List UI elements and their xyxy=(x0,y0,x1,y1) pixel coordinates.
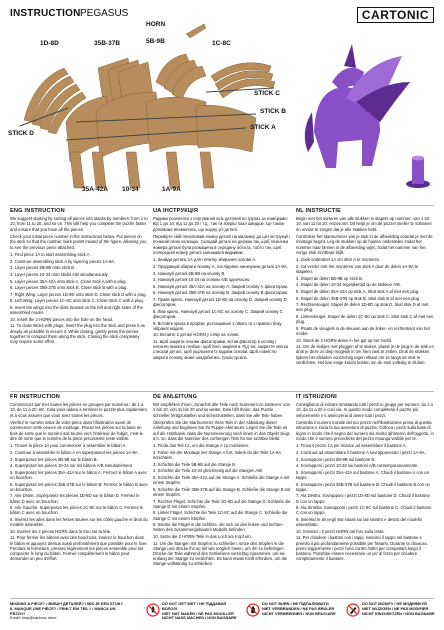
step: 1. Find piece 1A to start assembling stick A. xyxy=(10,252,91,258)
exploded-view xyxy=(6,22,438,202)
step: 10. Setze die 2 HORN-Teile in das Loch am Kopf ein. xyxy=(153,533,252,539)
warning-burn xyxy=(262,602,340,616)
step: 11. Om de stokjes met pluggen af te sluiten, plaats je de plug in de stok en druk je deze zo diep mogelijk in om hem vast te zetten. Druk de stukken tijdens het afsluiten voorzichtig tegen elkaar om ze langs de stok te verdichten. Het kan enige kracht kosten om de stok volledig te sluiten. xyxy=(296,344,434,365)
intro2-it: Controlla il numero iniziale del tuo pezzo nell'illustrazione prima di questa istruzione e inizia la tua avventura di puzzle. Colloca i pezzi sulla base di legno in modo che il segno del numero sia rivolto all'interno dell'oggetto, in modo che il numero precedente del pezzo rimanga visibile per te. xyxy=(296,420,434,441)
heading-en: ENG INSTRUCTION xyxy=(10,208,65,214)
label-1d-8d: 1D-8D xyxy=(40,40,59,47)
steps-de xyxy=(153,443,291,566)
label-stick-a: STICK A xyxy=(250,124,276,131)
step: 11. To close sticks with plugs, insert the plug into the stick and press it as deeply as possible to secure it. While closing, gently press the pieces together to compact them along the stick. Closing the stick completely may require some effort. xyxy=(10,323,145,344)
warning-text: DO NOT BURN / НЕ ПІДПАЛЮВАТИ xyxy=(262,601,329,606)
intro-fr: Commencez par trier toutes les pièces en groupes par numéros : de 1 à 10, de 11 à 20, etc. Cela vous aidera à terminer le puzzle plus rapidement et à vous assurer que vous avez toutes les pièces. xyxy=(10,402,147,418)
support-email[interactable]: Email: help@cartonic.store xyxy=(10,615,57,621)
footer-divider xyxy=(10,598,434,599)
step: 6. Superposez les pièces 35B-37B sur le bâton B. Fermez le bâton B avec un bouchon. xyxy=(10,481,148,492)
step: 8. Aile Gauche. Superposez les pièces 1C-8C sur le bâton C. Fermez le bâton C avec un bouchon. xyxy=(10,505,144,516)
intro2-ua: Перевірте свій початковий номер деталі на малюнку до цієї інструкції і починай свою колекцію. Складай деталі на держак так, щоб позначка номера деталі була розміщена в середину об'єкта, тобто так, щоб попередній номер деталі залишався видимим. xyxy=(153,234,291,255)
step: 11. Per chiudere i bastoni con i tappi, inserisci il tappo nel bastone e premilo il più profondamente possibile per fissarlo. Durante la chiusura, premi leggermente i pezzi l'uno contro l'altro per compattarli lungo il bastone. Potrebbe essere necessario un po' di forza per chiudere completamente il bastone. xyxy=(296,535,428,562)
heading-nl: NL INSTRUCTIE xyxy=(296,208,342,214)
warning-text: DO NOT GET WET / НЕ ПІДДАВАЙ ВОЛОЗІ xyxy=(162,601,227,611)
step: 2. Продовжуй збирати основу А, послідовно нанизуючи деталі 1А-9А. xyxy=(153,264,288,269)
step: 2. Continua ad assemblare il bastone A sovrapponendo i pezzi 1A-9A. xyxy=(296,450,426,455)
intro2-en: Check your initial piece number in the instructions below. Put pieces on the stick so that the number mark points inward of the figure, allowing you to see the previous piece attached. xyxy=(10,234,147,250)
step: 10. Insérez les 2 pièces HORN dans le trou sur la tête. xyxy=(10,528,112,534)
step: 5. Layer pieces 35A-42A onto stick A. Close stick A with a plug. xyxy=(10,278,127,284)
warning-wet xyxy=(162,602,240,621)
intro-it: Consigliamo di iniziare smistando tutti i pezzi in gruppi per numero: da 1 a 10, da 11 a 20 e così via. In questo modo completerai il puzzle più velocemente e ti assicurerai di avere tutti i pezzi. xyxy=(296,402,433,418)
intro-en: We suggest starting by sorting all pieces into stacks by numbers: from 1 to 10, from 11 to 20, and so on. This will help you complete the puzzle faster and ensure that you have all the pieces. xyxy=(10,216,148,232)
step: 11. Um die Stangen mit Stopfen zu schließen, setze den Stopfen in die Stange und drücke ihn so tief wie möglich hinein, um ihn zu befestigen. Drücke die Teile während des Schließens vorsichtig zusammen, um sie entlang der Stange zu verdichten. Es kann etwas Kraft erfordern, um die Stange vollständig zu schließen. xyxy=(153,540,288,567)
step: 5. Schichte die Teile 35A-42A auf die Stange A. Schließe die Stange A mit einem Stopfen. xyxy=(153,474,290,486)
intro2-de: Überprüfen Sie die Startnummer Ihres Teils in der Abbildung dieser Anleitung und beginnen Sie Ihr Puppe-Abenteuer. Legen Sie die Teile so auf die Holzbasis, dass die Nummerierung nach innen in das Objekt zeigt, d.h. so, dass die Nummer des vorherigen Teils für Sie sichtbar bleibt. xyxy=(153,420,291,441)
step: 3. Нанизуй деталі 5В-9В на основу В. xyxy=(153,270,226,276)
page-footer xyxy=(10,602,434,626)
step: 9. Stecke die Flügel in die Schlitze, die sich an den linken und rechten Seiten des zusammengebauten Modells befinden. xyxy=(153,522,283,533)
step: 9. Inserisci le ali negli slot situati sui lati sinistro e destro del modello assemblato. xyxy=(296,516,422,528)
step: 9. Insert the wings into the slots located on the left and right sides of the assembled model. xyxy=(10,304,143,316)
step: 5. Stapel de delen 35A-42A op stok A. Sluit stok A af met een plug. xyxy=(296,288,420,294)
step: 8. Linkervleugel. Stapel de delen 1C-8C op stok C. Sluit stok C af met een plug. xyxy=(296,313,434,325)
warning-modify xyxy=(362,602,436,616)
instructions-de xyxy=(153,395,291,568)
step: 10. Insert the 2 HORN pieces into the hole on the head. xyxy=(10,316,114,322)
label-35b-37b: 35B-37B xyxy=(94,40,121,47)
label-stick-b: STICK B xyxy=(260,108,286,115)
product-name: PEGASUS xyxy=(80,8,129,19)
step: 2. Continue à assembler le bâton A en superposant les pièces 1A-9A. xyxy=(10,450,139,455)
label-horn: HORN xyxy=(146,21,166,28)
step: 1. Trova il pezzo 1A per iniziare ad assemblare il bastone A. xyxy=(296,443,407,449)
warning-text: NIET NAT MAKEN / NE PAS MOUILLER xyxy=(162,610,234,616)
step: 10. Steek de 2 HORN-delen in het gat op het hoofd. xyxy=(296,337,393,343)
missing-piece-text: IL MANQUE UNE PIÈCE? / FEHLT EIN TEIL? / MANCA UN PEZZO? xyxy=(10,605,116,616)
step: 3. Layer pieces 5B-9B onto stick B. xyxy=(10,265,76,271)
heading-de: DE ANLEITUNG xyxy=(153,394,198,400)
step: 5. Нанизуй деталі 35А-42А на основу А. Закрий основу А фіксатором. xyxy=(153,283,289,289)
label-10-34: 10-34 xyxy=(122,186,139,193)
heading-fr: FR INSTRUCTION xyxy=(10,394,61,400)
section-divider xyxy=(10,205,434,206)
warning-text: NIET WIJZIGEN / NE PAS MODIFIER xyxy=(362,605,429,611)
instructions-it xyxy=(296,395,434,563)
section-divider xyxy=(10,391,434,392)
step: 4. Нанизуй деталі 10-34 на основи А/В одночасно. xyxy=(153,277,251,283)
step: 7. Rechter Flügel. Schichte die Teile 1D-8D auf die Stange D. Schließe die Stange D mit einem Stopfen. xyxy=(153,498,291,509)
step: 4. Superposez les pièces 10-34 sur les bâtons A/B simultanément. xyxy=(10,463,134,469)
step: 9. Вставте крила в прорізи, розташовані з лівого та з правого боку зібраної моделі. xyxy=(153,320,282,331)
step: 1. Trouvé la pièce 1A pour commencer à assembler le bâton A. xyxy=(10,443,127,449)
step: 8. Left Wing. Layer pieces 1C-8C onto stick C. Close stick C with a plug. xyxy=(10,298,144,304)
warning-text: DO NOT MODIFY / НЕ МОДИФІКУЙ xyxy=(362,601,427,606)
step: 1. Знайди деталь 1А для початку збирання основи А. xyxy=(153,257,257,263)
label-1a-9a: 1A-9A xyxy=(162,186,181,193)
step: 6. Stapel de delen 35B-37B op stok B. Sluit stok B af met een plug. xyxy=(296,295,421,301)
heading-ua: UA ІНСТРУКЦІЯ xyxy=(153,208,199,214)
intro2-nl: Controleer het startnummer van je stuk in de afbeelding voordat je met de montage begint. Leg de stukken op de houten onderdelen zodat het nummer naar binnen in de afbeelding wijst, zodat het nummer van het vorige stuk zichtbaar blijft. xyxy=(296,234,433,255)
horn-piece xyxy=(186,24,206,38)
step: 5. Superposez les pièces 35A-42A sur le bâton A. Fermez le bâton A avec un bouchon. xyxy=(10,469,147,480)
steps-fr xyxy=(10,443,148,561)
step: 7. Праве крило. Нанизуй деталі 1D-8D на основу D. Закрий основу D фіксатором. xyxy=(153,296,287,308)
step: 6. Нанизуй деталі 35В-37В на основу В. Закрий основу В фіксатором. xyxy=(153,290,289,296)
step: 3. Stapel de delen 5B-9B op stick B. xyxy=(296,275,364,281)
intro-ua: Радимо розпочати з сортування всіх деталей по групах за номерами: від 1 до 10, від 11 до 20 і т.д., так ти зберіш пазл швидше. Це також допоможе впевнитись, що жодну усі деталі. xyxy=(153,216,288,232)
step: 8. Ala Sinistra. Sovrapponi i pezzi 1C-8C sul bastone C. Chiudi il bastone C con un tappo. xyxy=(296,505,432,516)
no-water-icon xyxy=(146,603,160,617)
assembled-pegasus-model xyxy=(305,44,410,168)
step: 3. Superposez les pièces 5B-9B sur le bâton B. xyxy=(10,456,98,462)
step: 7. Right Wing. Layer pieces 1D-8D onto stick D. Close stick D with a plug. xyxy=(10,291,147,297)
support-info xyxy=(10,602,130,621)
no-fire-icon xyxy=(246,603,260,617)
label-stick-d: STICK D xyxy=(8,130,34,137)
intro-nl: Begin met het sorteren van alle stukken in stapels op nummer: van 1 tot 10, van 11 tot 20, enzovoort. Dit helpt je om de puzzel sneller te voltooien en ervoor te zorgen dat je alle stukken hebt. xyxy=(296,216,432,232)
warning-text: NIET VERBRANDEN / NE PAS BRÛLER xyxy=(262,605,335,611)
missing-piece-text: MISSING A PIECE? / ВИБАЧ ДЕТАЛЕЙ? / MIS JE EEN STUK? xyxy=(10,601,123,606)
label-5b-9b: 5B-9B xyxy=(146,38,165,45)
step: 7. Rechtervleugel. Stapel de delen 1D-8D op stok D. Sluit stok D af met een plug. xyxy=(296,302,429,313)
heading-it: IT ISTRUZIONI xyxy=(296,394,337,400)
step: 6. Layer pieces 35B-37B onto stick B. Close stick B with a plug. xyxy=(10,285,128,291)
warning-text: NICHT EINZUSETZEN / NON BAGNARE xyxy=(362,610,435,616)
step: 11. Щоб закрити основи фіксаторами, встав фіксатор в основу і натисни якомога глибше, щоб його закріпити. Під час закриття злегка стискай деталі, щоб ущільнити їх вздовж основи. Щоб повністю закрити основу, може знадобитись трохи зусиль. xyxy=(153,338,289,360)
step: 7. Ala Destra. Sovrapponi i pezzi 1D-8D sul bastone D. Chiudi il bastone D con un tappo. xyxy=(296,493,430,504)
instructions-ua xyxy=(153,209,291,361)
step: 8. Ліве крило. Нанизуй деталі 1С-8С на основу С. Закрий основу С фіксатором. xyxy=(153,308,283,319)
step: 6. Schichte die Teile 35B-37B auf die Stange B. Schließe die Stange B mit einem Stopfen. xyxy=(153,486,291,497)
leg-pieces xyxy=(70,152,214,188)
step: 4. Stapel de delen 10-34 tegelijkertijd op de stokken A/B. xyxy=(296,282,401,288)
steps-ua xyxy=(153,257,291,359)
instructions-nl xyxy=(296,209,434,366)
step: 10. Inserisci i 2 pezzi HORN nel foro sulla testa. xyxy=(296,528,385,534)
step: 11. Pour fermer les bâtons avec des bouchons, insérez le bouchon dans le bâton et appuyez dessus aussi profondément que possible pour le fixer. Pendant la fermeture, pressez légèrement les pièces ensemble pour les compacter le long du bâton. Fermer complètement le bâton peut demander un peu d'effort. xyxy=(10,535,148,562)
label-35a-42a: 35A-42A xyxy=(82,186,109,193)
stand-icon xyxy=(406,156,430,188)
step: 3. Sovrapponi i pezzi 5B-9B sul bastone B. xyxy=(296,456,376,462)
warning-text: NICHT NASS MACHEN / NON BAGNARE xyxy=(162,615,237,621)
steps-it xyxy=(296,443,434,561)
instructions-fr xyxy=(10,395,148,563)
steps-en xyxy=(10,252,148,344)
step: 9. Insérez les ailes dans les fentes situées sur les côtés gauche et droit du modèle assemblé. xyxy=(10,516,148,528)
step: 7. Aile Droite. Superposez les pièces 1D-8D sur le bâton D. Fermez le bâton D avec un bouchon. xyxy=(10,493,140,504)
no-modify-icon xyxy=(346,603,360,617)
warning-text: NICHT VERBRENNEN / NON BRUCIARE xyxy=(262,610,336,616)
intro2-fr: Vérifiez le numéro initial de votre pièce dans l'illustration avant de commencer cette oeuvre de montage. Placez les pièces sur la base en bois de sorte que le numéro soit tourné vers l'intérieur de l'objet, c'est-à-dire de sorte que le numéro de la pièce précédente reste visible. xyxy=(10,420,144,441)
step: 10. Вставте 2 деталі HORN у отвір на голові. xyxy=(153,332,240,338)
step: 9. Plaats de vleugels in de sleuven aan de linker- en rechterkant van het model. xyxy=(296,325,430,336)
step: 2. Fahre mit der Montage der Stange A fort, indem du die Teile 1A-9A schichtest. xyxy=(153,450,281,461)
step: 5. Sovrapponi i pezzi 35A-42A sul bastone A. Chiudi il bastone A con un tappo. xyxy=(296,469,429,480)
torso-pieces xyxy=(66,92,256,162)
document-title: INSTRUCTION xyxy=(10,8,81,19)
step: 3. Schichte die Teile 5B-9B auf die Stange B. xyxy=(153,461,237,467)
step: 4. Schichte die Teile 10-34 gleichzeitig auf die Stangen A/B. xyxy=(153,468,264,474)
intro-de: Wir empfehlen Ihnen, zunächst alle Teile nach Nummern zu sortieren: von 1 bis 10, von 11 bis 20 und so weiter. Dies hilft Ihnen, das Puzzle schneller fertigzustellen und sicherzustellen, dass Sie alle Teile haben. xyxy=(153,402,291,418)
step: 4. Layer pieces 10-34 onto sticks A/B simultaneously. xyxy=(10,271,109,277)
step: 8. Linker Flügel. Schichte die Teile 1C-8C auf die Stange C. Schließe die Stange C mit einem Stopfen. xyxy=(153,510,288,521)
step: 2. Continue assembling stick A by layering pieces 1A-9A. xyxy=(10,258,116,264)
assembly-diagram xyxy=(6,22,438,202)
head-pieces xyxy=(156,54,206,100)
step: 2. Ga verder met het monteren van stick A door de delen 1A-9A te stapelen. xyxy=(296,264,419,275)
label-stick-c: STICK C xyxy=(254,90,280,97)
step: 1. Finde das Teil 1A, um die Stange A zu montieren. xyxy=(153,443,250,449)
step: 6. Sovrapponi i pezzi 35B-37B sul bastone B. Chiudi il bastone B con un tappo. xyxy=(296,481,430,492)
step: 1. Zoek onderdeel 1A om stick A te monteren. xyxy=(296,257,381,263)
brand-logo: CARTONIC xyxy=(357,7,434,23)
step: 4. Sovrapponi i pezzi 10-34 sui bastoni A/B contemporaneamente. xyxy=(296,463,419,469)
steps-nl xyxy=(296,257,434,365)
label-1c-8c: 1C-8C xyxy=(212,40,231,47)
instructions-en xyxy=(10,209,148,346)
